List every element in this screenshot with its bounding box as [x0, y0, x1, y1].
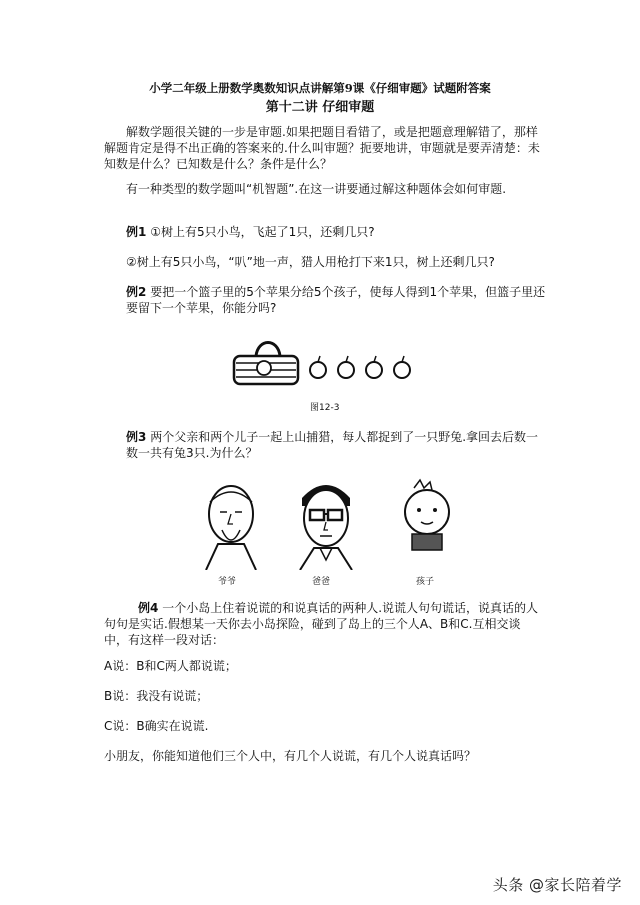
- example-2-text: 要把一个篮子里的5个苹果分给5个孩子，使每人得到1个苹果，但篮子里还要留下一个苹果，你能分吗?: [126, 285, 546, 315]
- example-1-label: 例1: [126, 225, 147, 239]
- dialog-b: B说：我没有说谎；: [104, 689, 209, 703]
- example-1-q1-text: ①树上有5只小鸟，飞起了1只，还剩几只?: [150, 225, 375, 239]
- face-label-grandpa: 爷爷: [218, 577, 237, 587]
- example-4-text: 一个小岛上住着说谎的和说真话的两种人.说谎人句句谎话，说真话的人句句是实话.假想某一天你去小岛探险，碰到了岛上的三个人A、B和C.互相交谈中，有这样一段对话：: [104, 601, 539, 647]
- example-3: [126, 429, 546, 461]
- child-face-illustration: [392, 478, 462, 558]
- basket-apples-illustration: [228, 334, 428, 394]
- intro-paragraph-1: 解数学题很关键的一步是审题.如果把题目看错了，或是把题意理解错了，那样解题肯定是得不出正确的答案来的.什么叫审题？扼要地讲，审题就是要弄清楚：未知数是什么？已知数是什么？条件是什么？: [104, 125, 540, 171]
- example-3-text: 两个父亲和两个儿子一起上山捕猎，每人都捉到了一只野兔.拿回去后数一数一共有兔3只.为什么？: [126, 430, 539, 460]
- apple-icon: [394, 356, 410, 378]
- example-2-label: 例2: [126, 285, 147, 299]
- example-4-label: 例4: [138, 601, 159, 615]
- watermark: 头条 @家长陪着学: [492, 876, 622, 894]
- lesson-title: 第十二讲 仔细审题: [265, 100, 375, 115]
- dialog-a: A说：B和C两人都说谎；: [104, 659, 237, 673]
- dad-face-illustration: [290, 476, 362, 570]
- dialog-c: C说：B确实在说谎.: [104, 719, 209, 733]
- basket-icon: [234, 343, 298, 385]
- apple-icon: [366, 356, 382, 378]
- document-subtitle: 小学二年级上册数学奥数知识点讲解第9课《仔细审题》试题附答案: [149, 81, 491, 95]
- apple-icon: [310, 356, 326, 378]
- intro-paragraph-2: 有一种类型的数学题叫“机智题”.在这一讲要通过解这种题体会如何审题.: [126, 182, 507, 196]
- example-1-q2: ②树上有5只小鸟，“叭”地一声，猎人用枪打下来1只，树上还剩几只?: [126, 255, 495, 269]
- example-3-label: 例3: [126, 430, 147, 444]
- face-label-child: 孩子: [416, 577, 435, 587]
- figure-caption: 图12-3: [310, 403, 340, 413]
- example-1-q1: [126, 224, 546, 240]
- final-question: 小朋友，你能知道他们三个人中，有几个人说谎，有几个人说真话吗？: [104, 749, 477, 763]
- example-4: [104, 600, 544, 648]
- apple-icon: [338, 356, 354, 378]
- grandpa-face-illustration: [196, 478, 266, 570]
- example-2: [126, 284, 546, 316]
- face-label-dad: 爸爸: [312, 577, 331, 587]
